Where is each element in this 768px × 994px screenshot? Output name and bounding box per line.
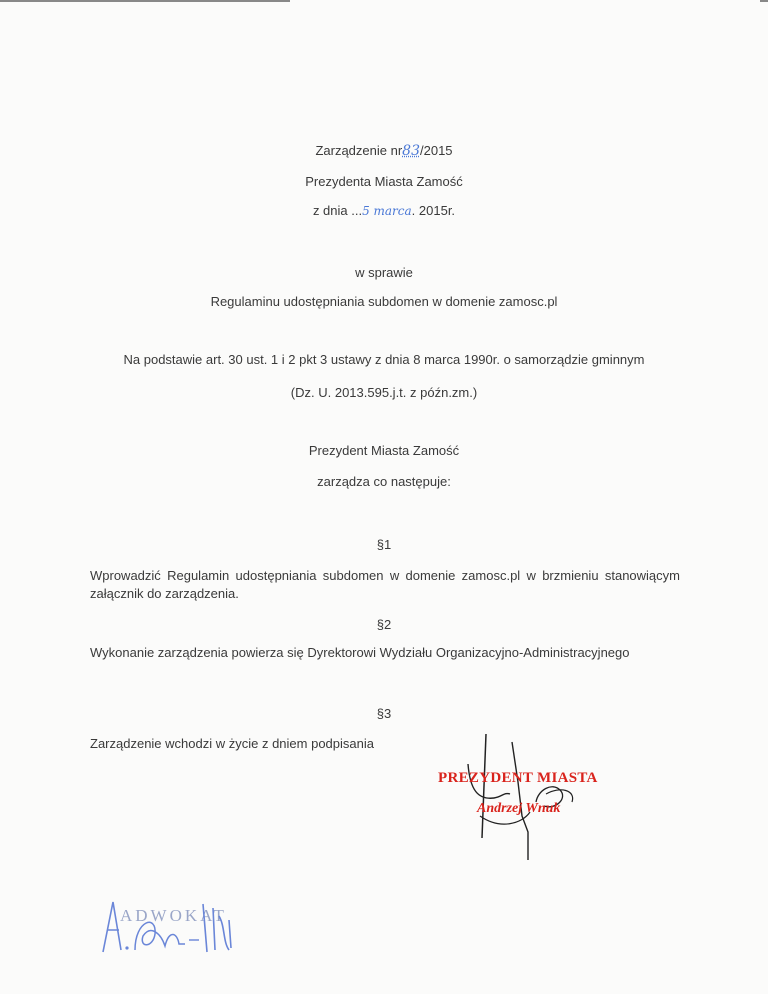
stamp-title: PREZYDENT MIASTA (438, 770, 598, 786)
decree-date-prefix: z dnia ... (312, 203, 363, 218)
scan-top-edge-right (760, 0, 768, 2)
section-2-mark: §2 (376, 617, 392, 632)
legal-basis-line1: Na podstawie art. 30 ust. 1 i 2 pkt 3 ustawy z dnia 8 marca 1990r. o samorządzie gminnym (123, 352, 645, 367)
scan-top-edge (0, 0, 290, 2)
section-3-text: Zarządzenie wchodzi w życie z dniem podpisania (90, 736, 374, 751)
decree-date-suffix: . 2015r. (411, 203, 456, 218)
adwokat-signature (95, 890, 255, 970)
section-2-text: Wykonanie zarządzenia powierza się Dyrektorowi Wydziału Organizacyjno-Administracyjnego (90, 645, 630, 660)
section-1-text: Wprowadzić Regulamin udostępniania subdomen w domenie zamosc.pl w brzmieniu stanowiącym załącznik do zarządzenia. (90, 568, 680, 601)
decree-number-handwritten: 83 (402, 143, 420, 159)
stamp-name: Andrzej Wnuk (477, 801, 561, 816)
decree-title-suffix: /2015 (420, 143, 453, 158)
subject-intro: w sprawie (355, 265, 413, 280)
decree-title-prefix: Zarządzenie nr (315, 143, 403, 158)
president-signature (440, 720, 640, 870)
decree-title (0, 143, 768, 159)
decree-orders: zarządza co następuje: (317, 474, 451, 489)
decree-issuer: Prezydenta Miasta Zamość (305, 174, 463, 189)
adwokat-stamp-text: ADWOKAT (120, 906, 227, 925)
section-1-mark: §1 (376, 537, 392, 552)
decree-authority: Prezydent Miasta Zamość (308, 443, 460, 458)
legal-basis-line2: (Dz. U. 2013.595.j.t. z późn.zm.) (290, 385, 478, 400)
decree-date-handwritten: 5 marca (362, 204, 412, 218)
decree-date (0, 203, 768, 219)
subject-title: Regulaminu udostępniania subdomen w domenie zamosc.pl (210, 294, 558, 309)
section-3-mark: §3 (376, 706, 392, 721)
